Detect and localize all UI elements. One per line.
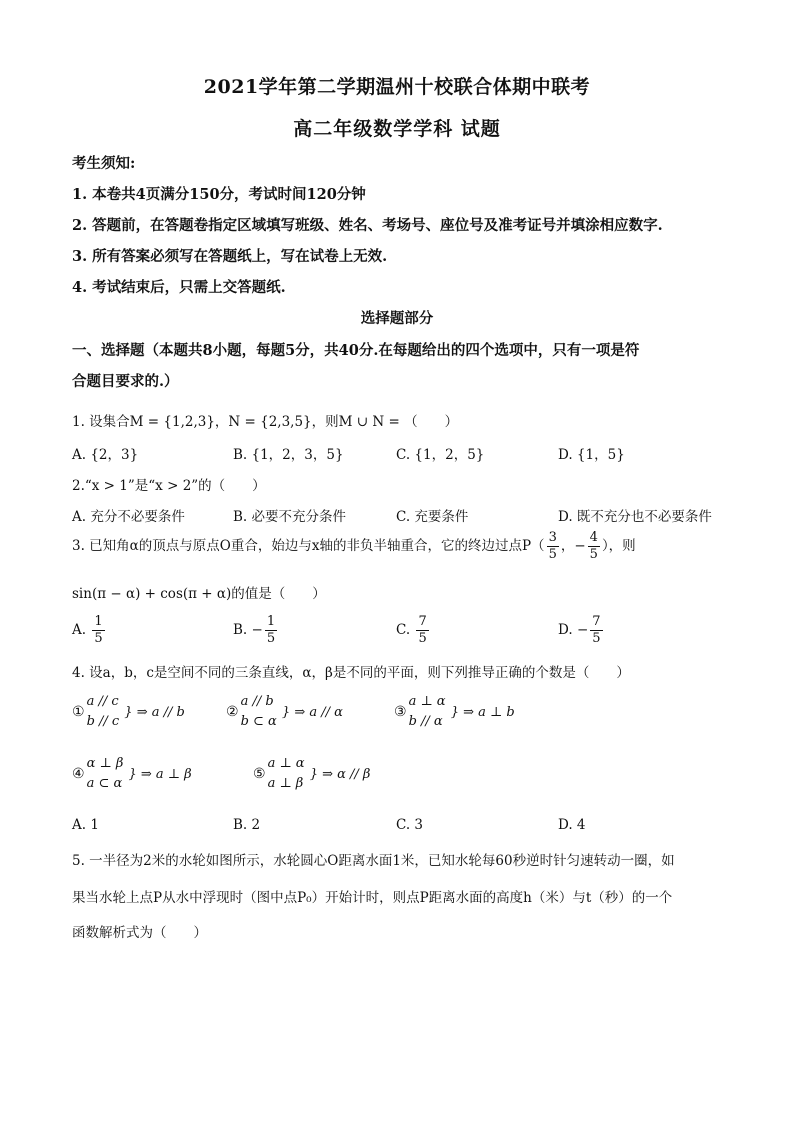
q1-stem: 1. 设集合M = {1,2,3}，N = {2,3,5}，则M ∪ N = （ ） [72, 414, 459, 430]
q5-stem-line3: 函数解析式为（ ） [72, 925, 207, 941]
notice-item-4: 4. 考试结束后，只需上交答题纸. [72, 279, 286, 296]
q4-prop-1: ①a // c b // c } ⇒ a // b [72, 694, 185, 729]
section-part-title: 选择题部分 [360, 310, 434, 327]
section-heading-line2: 合题目要求的.） [72, 373, 179, 390]
q2-option-b: B. 必要不充分条件 [233, 509, 347, 525]
q4-option-b: B. 2 [233, 817, 261, 833]
q3-point-y [588, 530, 600, 563]
q3-stem [72, 530, 636, 563]
q4-option-c: C. 3 [396, 817, 424, 833]
q2-stem: 2.“x > 1”是“x > 2”的（ ） [72, 478, 266, 494]
q2-option-d: D. 既不充分也不必要条件 [558, 509, 712, 525]
notice-item-1: 1. 本卷共4页满分150分，考试时间120分钟 [72, 186, 366, 203]
q1-option-c: C. {1，2，5} [396, 447, 485, 463]
section-heading-line1: 一、选择题（本题共8小题，每题5分，共40分.在每题给出的四个选项中，只有一项是符 [72, 342, 640, 359]
q3-point-y-den: 5 [589, 547, 598, 562]
q4-prop-5: ⑤a ⊥ α a ⊥ β } ⇒ α // β [253, 756, 371, 791]
q3-point-x-den: 5 [548, 547, 557, 562]
q3-point-y-num: 4 [589, 530, 598, 545]
q3-option-c: C. $\frac{7}{5}$ [396, 614, 427, 646]
q3-option-d: D. − $\frac{7}{5}$ [558, 614, 601, 646]
q4-prop-4: ④α ⊥ β a ⊂ α } ⇒ a ⊥ β [72, 756, 192, 791]
q1-option-b: B. {1，2，3，5} [233, 447, 344, 463]
q3-stem-text-b: ），则 [601, 538, 636, 554]
notice-item-3: 3. 所有答案必须写在答题纸上，写在试卷上无效. [72, 248, 388, 265]
q4-option-a: A. 1 [72, 817, 99, 833]
q3-option-b: B. − $\frac{1}{5}$ [233, 614, 276, 646]
q5-stem-line1: 5. 一半径为2米的水轮如图所示，水轮圆心O距离水面1米，已知水轮每60秒逆时针匀速转动一圈，如 [72, 853, 675, 869]
q3-point-sep: ， [560, 538, 575, 554]
q4-stem: 4. 设a，b，c是空间不同的三条直线，α，β是不同的平面，则下列推导正确的个数是（ ） [72, 665, 630, 681]
notice-item-2: 2. 答题前，在答题卷指定区域填写班级、姓名、考场号、座位号及准考证号并填涂相应数字. [72, 217, 663, 234]
q2-option-a: A. 充分不必要条件 [72, 509, 185, 525]
notice-heading: 考生须知: [72, 155, 136, 172]
q4-prop-3: ③a ⊥ α b // α } ⇒ a ⊥ b [394, 694, 515, 729]
q3-point-y-sign: − [574, 538, 586, 554]
q2-option-c: C. 充要条件 [396, 509, 469, 525]
q3-point-x-num: 3 [548, 530, 557, 545]
q5-stem-line2: 果当水轮上点P从水中浮现时（图中点P₀）开始计时，则点P距离水面的高度h（米）与t（秒）的一个 [72, 890, 673, 906]
exam-subtitle: 高二年级数学学科 试题 [293, 118, 501, 140]
q3-point-x [547, 530, 559, 563]
q4-prop-2: ②a // b b ⊂ α } ⇒ a // α [226, 694, 343, 729]
q3-stem-line2: sin(π − α) + cos(π + α)的值是（ ） [72, 586, 326, 602]
q1-option-d: D. {1，5} [558, 447, 625, 463]
q4-option-d: D. 4 [558, 817, 586, 833]
exam-title: 2021学年第二学期温州十校联合体期中联考 [203, 76, 591, 98]
q3-option-a: A. $\frac{1}{5}$ [72, 614, 103, 646]
q1-option-a: A. {2，3} [72, 447, 139, 463]
q3-stem-text-a: 3. 已知角α的顶点与原点O重合，始边与x轴的非负半轴重合，它的终边过点P（ [72, 538, 545, 554]
